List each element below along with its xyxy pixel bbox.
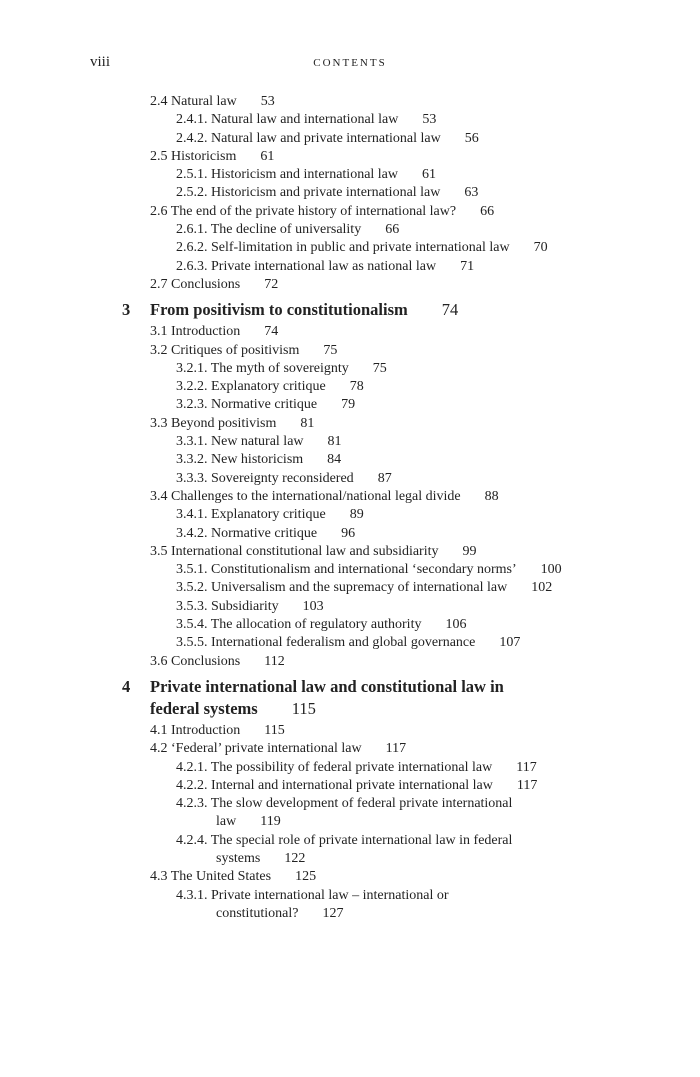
toc-subsection: 3.5.5. International federalism and global governance 107 xyxy=(176,635,521,651)
toc-subsection: 2.6.3. Private international law as national law 71 xyxy=(176,258,475,274)
toc-section: 2.4 Natural law 53 xyxy=(150,94,275,109)
toc-section: 3.6 Conclusions 112 xyxy=(150,653,285,669)
toc-chapter: 3 From positivism to constitutionalism 74 xyxy=(122,300,459,320)
toc-subsection: 3.2.2. Explanatory critique 78 xyxy=(176,379,364,395)
toc-subsection: 2.4.2. Natural law and private international law 56 xyxy=(176,130,479,146)
toc-section: 2.5 Historicism 61 xyxy=(150,148,275,164)
page-number: viii xyxy=(90,54,111,70)
toc-subsection: 4.2.1. The possibility of federal private international law 117 xyxy=(176,759,537,775)
toc-subsection: 3.3.2. New historicism 84 xyxy=(176,452,342,468)
toc-subsection: 3.4.2. Normative critique 96 xyxy=(176,525,356,541)
toc-subsection: 4.2.4. The special role of private international law in federal systems 122 xyxy=(176,832,513,866)
toc-section: 3.4 Challenges to the international/national legal divide 88 xyxy=(150,488,499,504)
toc-section: 4.3 The United States 125 xyxy=(150,869,317,885)
table-of-contents xyxy=(0,93,700,923)
toc-subsection: 4.2.2. Internal and international private international law 117 xyxy=(176,777,538,793)
toc-subsection: 3.5.2. Universalism and the supremacy of international law 102 xyxy=(176,580,553,596)
toc-subsection: 4.3.1. Private international law – international or constitutional? 127 xyxy=(176,887,449,921)
toc-subsection: 3.2.1. The myth of sovereignty 75 xyxy=(176,360,387,376)
toc-subsection: 2.6.1. The decline of universality 66 xyxy=(176,222,400,238)
toc-subsection: 3.5.1. Constitutionalism and international ‘secondary norms’ 100 xyxy=(176,562,562,578)
toc-section: 4.1 Introduction 115 xyxy=(150,722,285,738)
toc-subsection: 3.5.3. Subsidiarity 103 xyxy=(176,598,324,614)
toc-subsection: 2.5.2. Historicism and private international law 63 xyxy=(176,185,479,201)
page-header xyxy=(0,54,700,76)
toc-subsection: 2.6.2. Self-limitation in public and private international law 70 xyxy=(176,240,548,256)
toc-subsection: 2.5.1. Historicism and international law 61 xyxy=(176,167,437,183)
toc-section: 3.1 Introduction 74 xyxy=(150,324,279,340)
toc-section: 2.6 The end of the private history of international law? 66 xyxy=(150,203,495,219)
toc-subsection: 4.2.3. The slow development of federal private international law 119 xyxy=(176,796,513,830)
toc-section: 3.5 International constitutional law and subsidiarity 99 xyxy=(150,543,477,559)
toc-section: 3.3 Beyond positivism 81 xyxy=(150,415,315,431)
toc-subsection: 2.4.1. Natural law and international law 53 xyxy=(176,112,437,128)
toc-subsection: 3.4.1. Explanatory critique 89 xyxy=(176,507,364,523)
toc-subsection: 3.2.3. Normative critique 79 xyxy=(176,397,356,413)
toc-subsection: 3.3.1. New natural law 81 xyxy=(176,434,342,450)
running-head: CONTENTS xyxy=(313,57,387,69)
toc-section: 4.2 ‘Federal’ private international law 117 xyxy=(150,741,407,757)
toc-section: 2.7 Conclusions 72 xyxy=(150,276,279,292)
toc-subsection: 3.5.4. The allocation of regulatory authority 106 xyxy=(176,617,467,633)
toc-subsection: 3.3.3. Sovereignty reconsidered 87 xyxy=(176,470,392,486)
toc-section: 3.2 Critiques of positivism 75 xyxy=(150,342,338,358)
toc-chapter: 4 Private international law and constitutional law in federal systems 115 xyxy=(122,676,504,718)
